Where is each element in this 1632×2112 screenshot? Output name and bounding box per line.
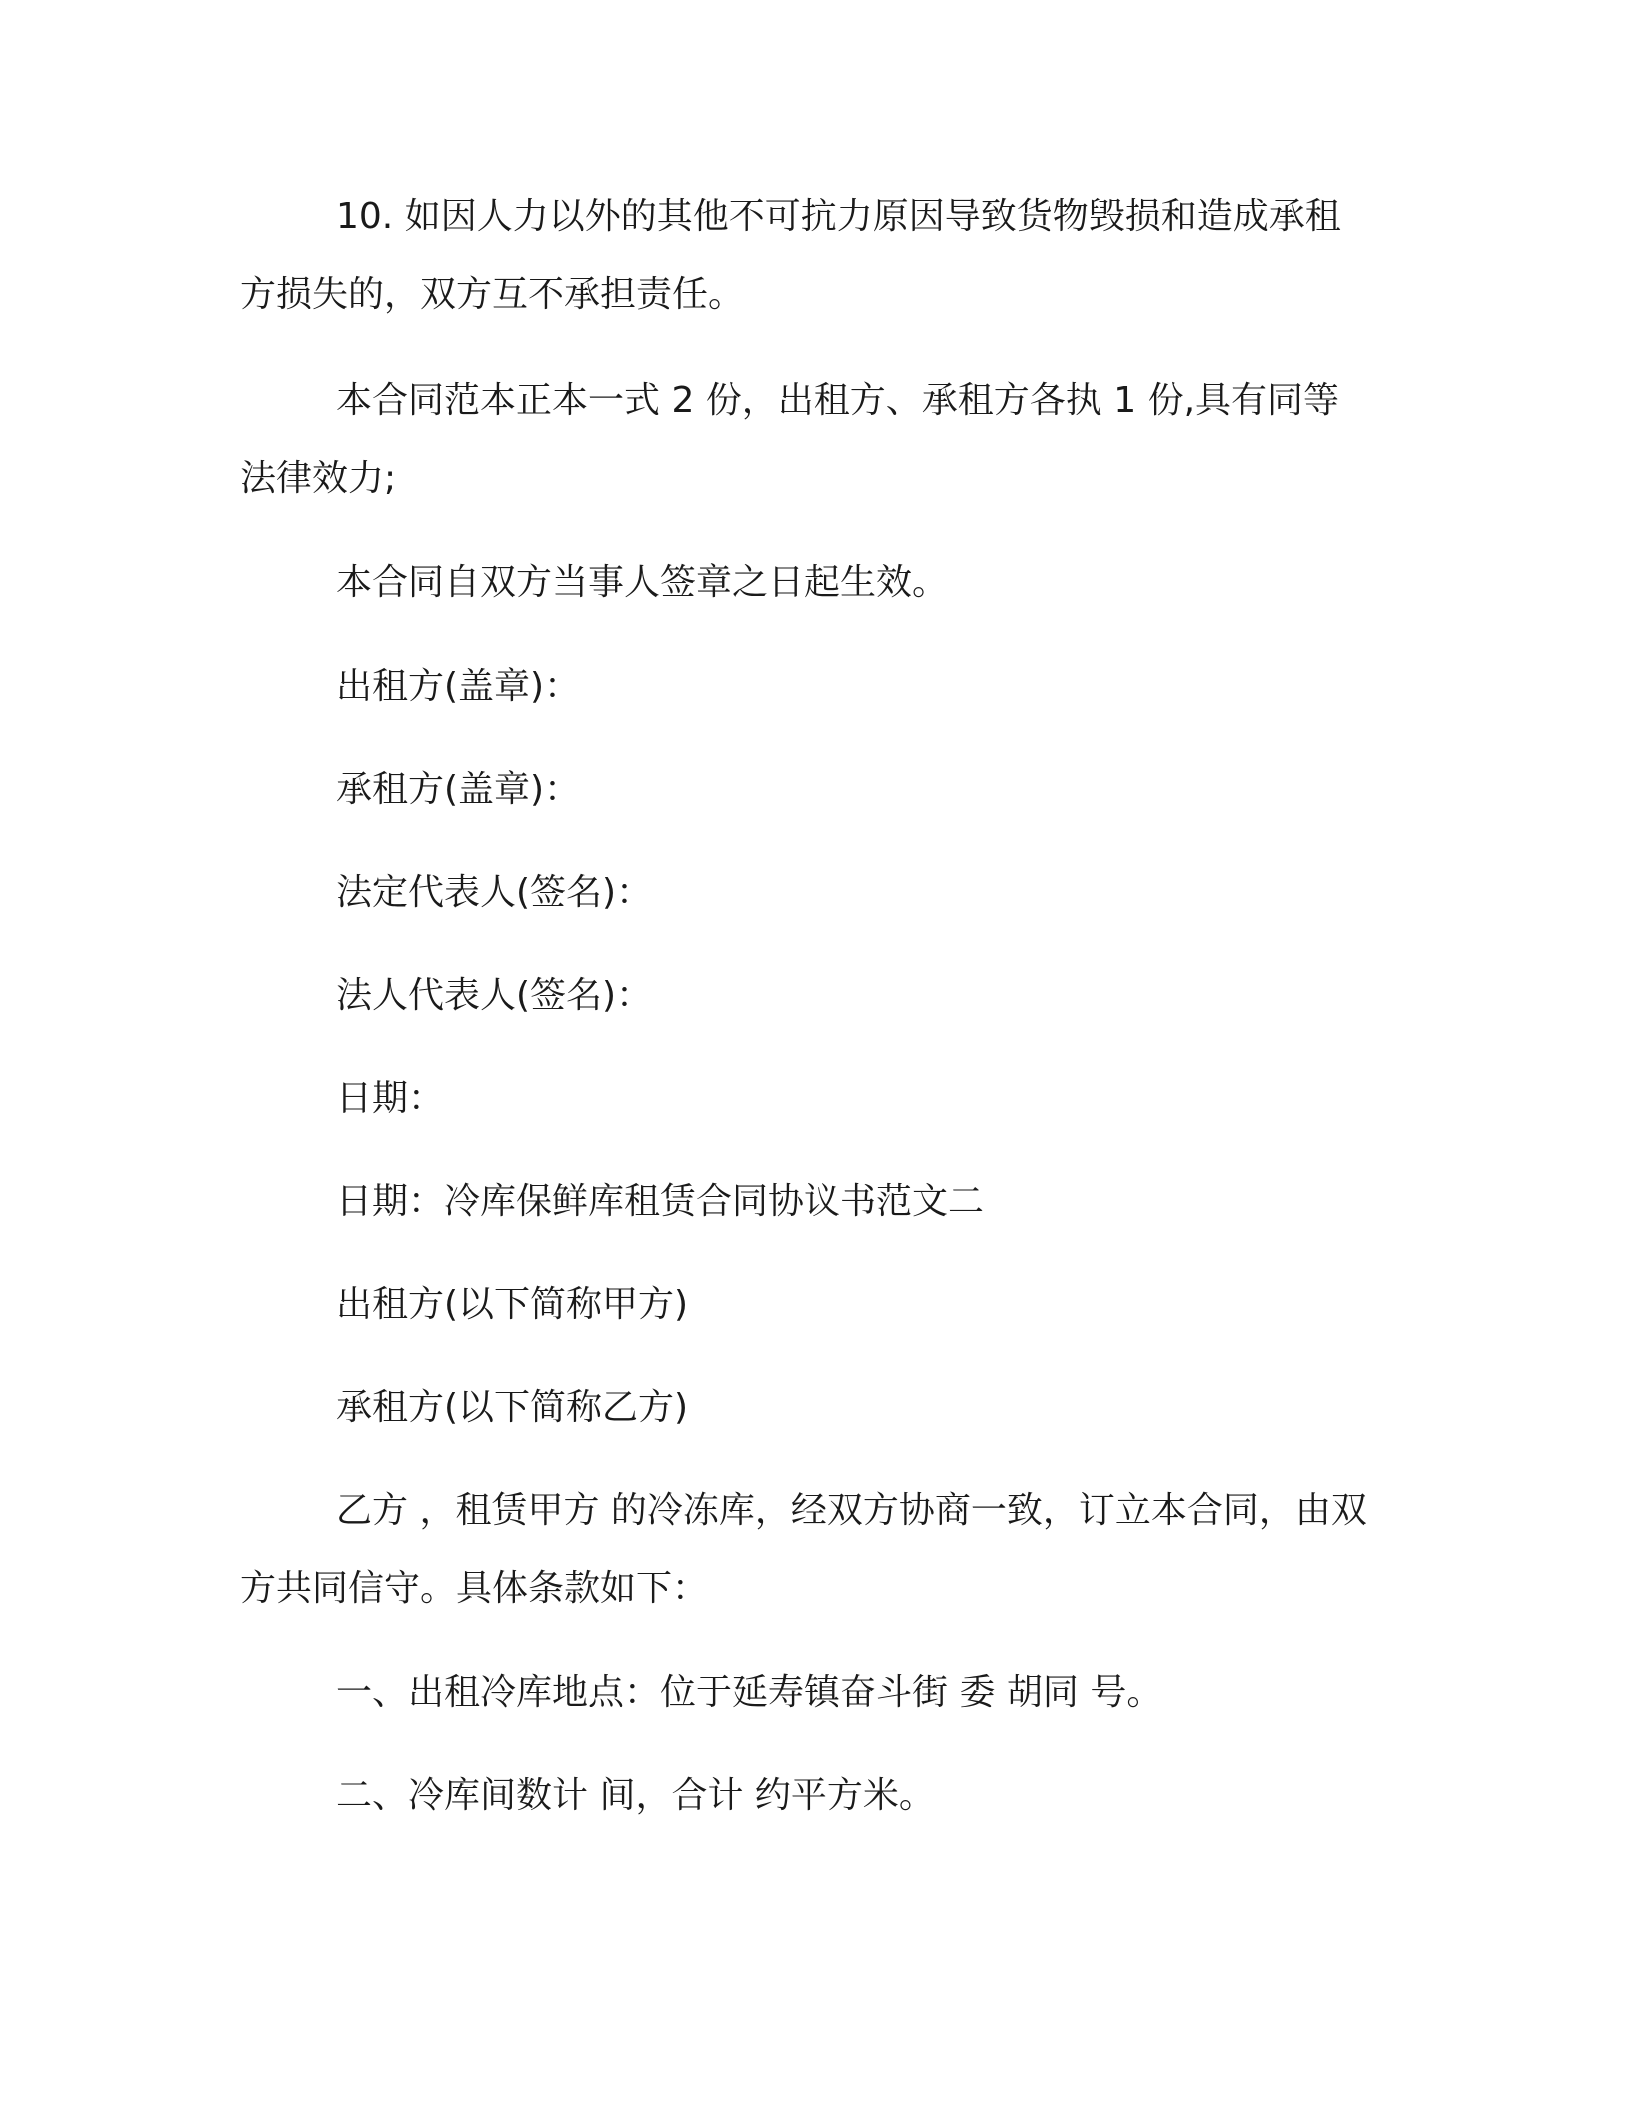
effective-date-paragraph: 本合同自双方当事人签章之日起生效。 bbox=[336, 562, 949, 603]
clause-1-location: 一、出租冷库地点：位于延寿镇奋斗街 委 胡同 号。 bbox=[336, 1672, 1163, 1713]
copies-paragraph: 本合同范本正本一式 2 份，出租方、承租方各执 1 份,具有同等法律效力; bbox=[240, 380, 1340, 499]
party-a-line: 出租方(以下简称甲方) bbox=[336, 1284, 689, 1325]
agreement-intro-paragraph: 乙方 ，租赁甲方 的冷冻库，经双方协商一致，订立本合同，由双方共同信守。具体条款如下： bbox=[240, 1490, 1367, 1609]
party-b-line: 承租方(以下简称乙方) bbox=[336, 1387, 689, 1428]
date-and-title-line: 日期：冷库保鲜库租赁合同协议书范文二 bbox=[336, 1181, 985, 1222]
corporate-representative-signature-line: 法人代表人(签名)： bbox=[336, 975, 653, 1016]
clause-2-room-count: 二、冷库间数计 间，合计 约平方米。 bbox=[336, 1775, 935, 1816]
legal-representative-signature-line: 法定代表人(签名)： bbox=[336, 872, 653, 913]
lessor-seal-line: 出租方(盖章)： bbox=[336, 666, 581, 707]
clause-10-paragraph: 10. 如因人力以外的其他不可抗力原因导致货物毁损和造成承租方损失的，双方互不承担责任。 bbox=[240, 196, 1341, 315]
date-line: 日期： bbox=[336, 1078, 445, 1119]
lessee-seal-line: 承租方(盖章)： bbox=[336, 769, 581, 810]
